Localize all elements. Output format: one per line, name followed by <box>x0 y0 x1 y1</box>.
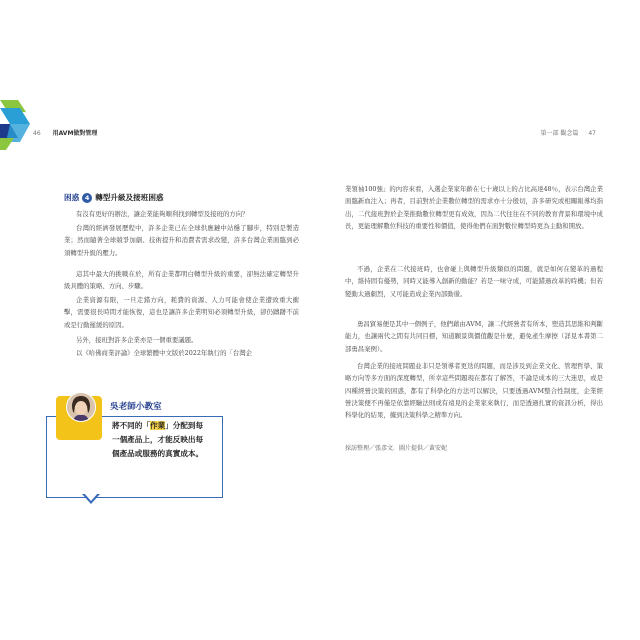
section-number-badge-icon: 4 <box>82 193 92 203</box>
photo-credit: 採訪整理／張彥文．圖片提供／黃安妮 <box>345 445 448 452</box>
right-page-number: 47 <box>588 130 596 137</box>
left-paragraph-4: 企業資源有限，一旦走錯方向，耗費的資源、人力可能會使企業遭致重大衝擊，需要很長時間才能恢復，這也是讓許多企業明知必須轉型升級，卻仍躊躇不前或是行動遲緩的原因。 <box>64 296 299 329</box>
callout-title: 吳老師小教室 <box>110 402 162 412</box>
teacher-avatar-icon <box>66 392 96 422</box>
left-paragraph-2: 台灣的經濟發展歷程中，許多企業已在全球供應鏈中站穩了腳步，特別是製造業；然而隨著全球競爭加劇、技術提升和消費者需求改變，許多台灣企業面臨到必須轉型升級的壓力。 <box>64 224 299 257</box>
section-label: 困惑 <box>64 193 80 202</box>
right-paragraph-4: 台灣企業的接班問題並非只是領導者更迭的問題，而是涉及到企業文化、管理哲學、策略方向等多方面的深度轉型，所幸這些問題現在都有了解答，不論是成本的三大迷思，或是四種經營決策的困惑，都有了科學化的方法可以解決，只要透過AVM整合性制度，企業經營決策便不再僅是依靠經驗法則或有遠見的企業家來執行，而是透過扎實的資訊分析，得出科學化的結果，據到決策科學之精準方向。 <box>345 362 603 420</box>
callout-highlight: 作業 <box>149 421 166 430</box>
right-paragraph-1: 業領袖100強」的內容來看，入選企業家年齡在七十歲以上的占比高達48％，表示台灣企業面臨新血注入；再者，目前對於企業數位轉型的需求亦十分殷切，許多研究或相關報導均指出，二代接班對於企業推動數位轉型更有成效，因為二代往往在不同的教育背景和環境中成長，更能理解數位科技的重要性和價值，使得他們在面對數位轉型時更為主動和開放。 <box>345 185 603 230</box>
left-paragraph-5: 另外，接班對許多企業亦是一個重要議題。 <box>76 336 198 344</box>
book-title: 用AVM做對管理 <box>52 130 98 137</box>
right-paragraph-2: 不過，企業在二代接班時，也會碰上與轉型升級類似的問題，就是如何在變革的過程中，維持固有優勢，同時又能導入創新的動能？若是一味守成，可能錯過改革的時機；但若變動太過劇烈，又可能造成企業內部動盪。 <box>345 265 603 298</box>
callout-text <box>112 419 212 461</box>
left-page-number: 46 <box>33 130 41 137</box>
section-heading <box>64 192 164 203</box>
callout-line-1-post: 」分配到每 <box>165 421 204 430</box>
callout-line-1-pre: 將不同的「 <box>112 421 150 430</box>
callout-line-3: 個產品或服務的真實成本。 <box>112 449 204 458</box>
left-paragraph-1: 有沒有更好的辦法，讓企業能夠順利找到轉型及接班的方向？ <box>76 210 249 218</box>
section-name: 第一部 觀念篇 <box>540 130 579 137</box>
section-title: 轉型升級及接班困惑 <box>95 193 164 202</box>
right-page-header <box>541 128 596 137</box>
callout-tail-inner <box>84 493 98 501</box>
right-paragraph-3: 勇昌貿易便是其中一個例子，他們藉由AVM，讓二代經營者有所本，塑造其思維和判斷能力，也讓兩代之間有共同目標，知道願景與價值觀是什麼，避免產生摩擦（詳見本書第二部勇昌案例）。 <box>345 320 603 353</box>
left-paragraph-6: 以《哈佛商業評論》全球繁體中文版於2022年執行的「台灣企 <box>76 349 253 357</box>
stripe-decoration-icon <box>0 94 30 154</box>
left-page-header <box>33 128 97 137</box>
callout-line-1 <box>112 419 212 433</box>
left-paragraph-3: 這其中最大的挑戰在於，所有企業都明白轉型升級的重要，卻無法確定轉型升級具體的策略、方向、步驟。 <box>64 270 299 291</box>
callout-line-2: 一個產品上，才能反映出每 <box>112 435 204 444</box>
